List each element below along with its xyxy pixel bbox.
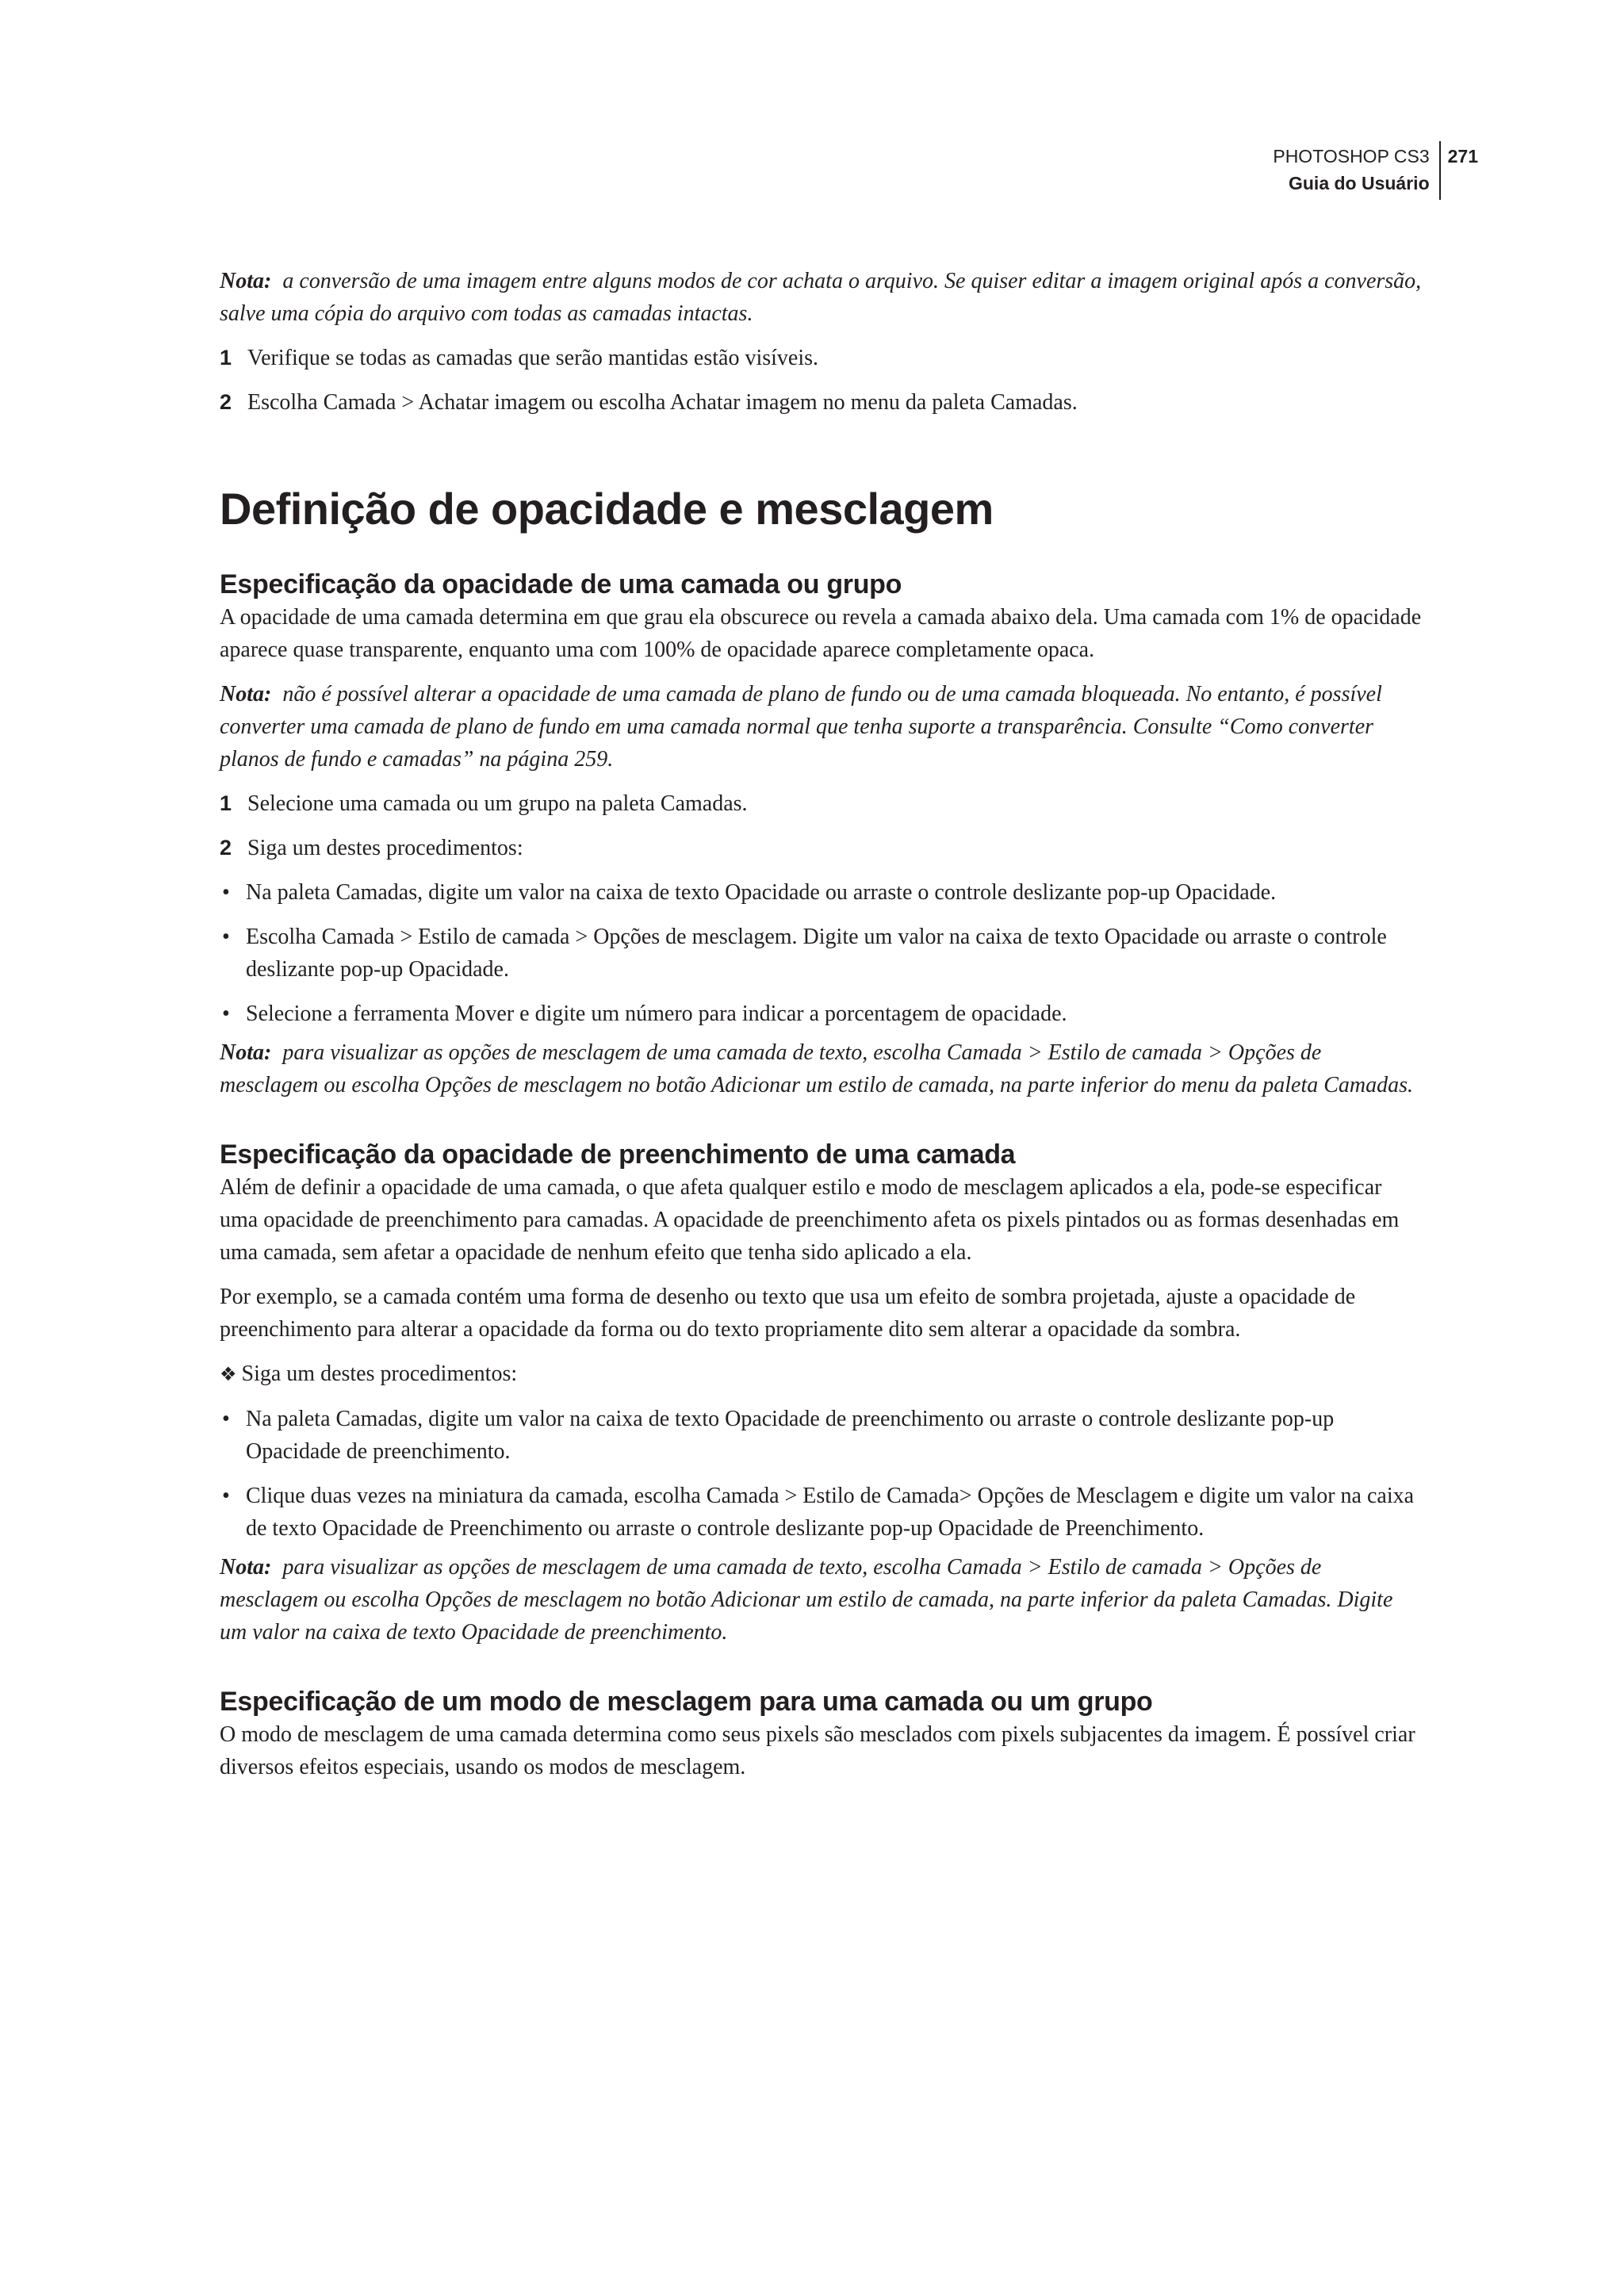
page-content [220,265,1425,1783]
note-text: não é possível alterar a opacidade de uma camada de plano de fundo ou de uma camada bloqueada. No entanto, é possível converter uma camada de plano de fundo em uma camada normal que tenha suporte a transparência. Consulte “Como converter planos de fundo e camadas” na página 259. [220,682,1382,772]
guide-name: Guia do Usuário [1288,173,1430,193]
step-text: Siga um destes procedimentos: [241,1361,518,1386]
note-label: Nota: [220,682,272,707]
section1-bullet-3 [220,998,1425,1030]
step-number: 2 [220,836,232,860]
note-text: para visualizar as opções de mesclagem de uma camada de texto, escolha Camada > Estilo de camada > Opções de mesclagem ou escolha Opções de mesclagem no botão Adicionar um estilo de camada, na parte inferior do menu da paleta Camadas. [220,1040,1414,1097]
section2-paragraph-2: Por exemplo, se a camada contém uma forma de desenho ou texto que usa um efeito de sombra projetada, ajuste a opacidade de preenchimento para alterar a opacidade da forma ou do texto propriamente dito sem alterar a opacidade da sombra. [220,1285,1356,1342]
note-text: a conversão de uma imagem entre alguns modos de cor achata o arquivo. Se quiser editar a imagem original após a conversão, salve uma cópia do arquivo com todas as camadas intactas. [220,269,1422,326]
section1-note-1 [220,678,1425,776]
section2-note [220,1551,1425,1649]
section2-bullet-2 [220,1480,1425,1545]
note-label: Nota: [220,269,272,293]
note-label: Nota: [220,1555,272,1580]
step-number: 1 [220,791,232,815]
step-number: 1 [220,346,232,370]
section2-single-step [220,1358,1425,1391]
main-title: Definição de opacidade e mesclagem [220,484,994,534]
step-text: Verifique se todas as camadas que serão mantidas estão visíveis. [247,346,819,370]
bullet-text: Escolha Camada > Estilo de camada > Opções de mesclagem. Digite um valor na caixa de texto Opacidade ou arraste o controle deslizante pop-up Opacidade. [246,925,1387,982]
running-head [1273,141,1478,200]
product-name: PHOTOSHOP CS3 [1273,146,1430,167]
bullet-mark: • [222,925,230,949]
page-number: 271 [1439,141,1478,200]
section1-title: Especificação da opacidade de uma camada ou grupo [220,569,902,599]
bullet-mark: • [222,880,230,905]
section1-bullet-1 [220,876,1425,909]
step-text: Escolha Camada > Achatar imagem ou escolha Achatar imagem no menu da paleta Camadas. [247,390,1078,415]
section1-note-2 [220,1036,1425,1101]
section1-bullet-2 [220,921,1425,986]
intro-note [220,265,1425,330]
section1-paragraph: A opacidade de uma camada determina em que grau ela obscurece ou revela a camada abaixo dela. Uma camada com 1% de opacidade aparece quase transparente, enquanto uma com 100% de opacidade aparece completamente opaca. [220,605,1422,662]
bullet-text: Na paleta Camadas, digite um valor na caixa de texto Opacidade de preenchimento ou arraste o controle deslizante pop-up Opacidade de preenchimento. [246,1407,1335,1464]
running-head-text [1273,141,1438,197]
section2-title: Especificação da opacidade de preenchimento de uma camada [220,1139,1016,1170]
intro-step-2 [220,386,1425,419]
section2-paragraph-1: Além de definir a opacidade de uma camada, o que afeta qualquer estilo e modo de mesclagem aplicados a ela, pode-se especificar uma opacidade de preenchimento para camadas. A opacidade de preenchimento afeta os pixels pintados ou as formas desenhadas em uma camada, sem afetar a opacidade de nenhum efeito que tenha sido aplicado a ela. [220,1175,1400,1265]
step-number: 2 [220,390,232,414]
note-label: Nota: [220,1040,272,1065]
bullet-mark: • [222,1001,230,1026]
section1-step-2 [220,832,1425,864]
bullet-text: Selecione a ferramenta Mover e digite um número para indicar a porcentagem de opacidade. [246,1001,1067,1026]
diamond-bullet-icon: ❖ [220,1363,237,1385]
section1-step-1 [220,787,1425,820]
note-text: para visualizar as opções de mesclagem de uma camada de texto, escolha Camada > Estilo de camada > Opções de mesclagem ou escolha Opções de mesclagem no botão Adicionar um estilo de camada, na parte inferior da paleta Camadas. Digite um valor na caixa de texto Opacidade de preenchimento. [220,1555,1393,1645]
step-text: Selecione uma camada ou um grupo na paleta Camadas. [247,791,748,816]
intro-step-1 [220,342,1425,374]
section3-title: Especificação de um modo de mesclagem para uma camada ou um grupo [220,1687,1153,1717]
bullet-mark: • [222,1484,230,1508]
section2-bullet-1 [220,1403,1425,1468]
step-text: Siga um destes procedimentos: [247,836,523,860]
bullet-text: Clique duas vezes na miniatura da camada, escolha Camada > Estilo de Camada> Opções de Mesclagem e digite um valor na caixa de texto Opacidade de Preenchimento ou arraste o controle deslizante pop-up Opacidade de Preenchimento. [246,1484,1415,1541]
section3-paragraph: O modo de mesclagem de uma camada determina como seus pixels são mesclados com pixels subjacentes da imagem. É possível criar diversos efeitos especiais, usando os modos de mesclagem. [220,1722,1415,1779]
bullet-mark: • [222,1407,230,1431]
bullet-text: Na paleta Camadas, digite um valor na caixa de texto Opacidade ou arraste o controle deslizante pop-up Opacidade. [246,880,1277,905]
